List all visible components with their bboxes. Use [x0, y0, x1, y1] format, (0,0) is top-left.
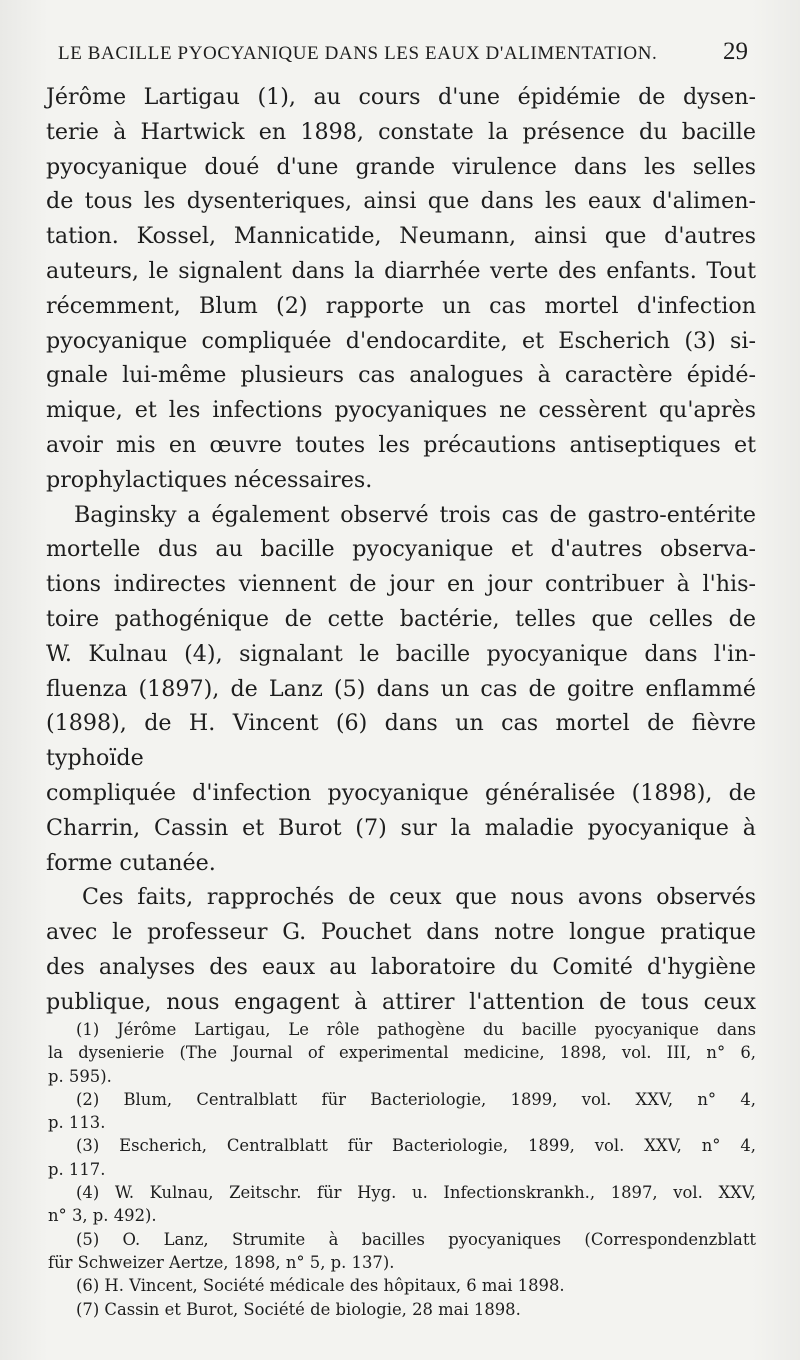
body-line: Ces faits, rapprochés de ceux que nous avons observés — [82, 884, 756, 911]
footnote-line: p. 595). — [48, 1066, 112, 1086]
body-line: publique, nous engagent à attirer l'attention de tous ceux — [46, 988, 756, 1015]
footnote-line: la dysenierie (The Journal of experimental medicine, 1898, vol. III, n° 6, — [48, 1043, 756, 1063]
body-line: Charrin, Cassin et Burot (7) sur la maladie pyocyanique à — [46, 814, 756, 841]
footnote-line: (4) W. Kulnau, Zeitschr. für Hyg. u. Infectionskrankh., 1897, vol. XXV, — [76, 1183, 756, 1203]
footnote-line: (7) Cassin et Burot, Société de biologie, 28 mai 1898. — [76, 1299, 521, 1319]
footnote-line: (5) O. Lanz, Strumite à bacilles pyocyaniques (Correspondenzblatt — [76, 1229, 756, 1249]
body-line: forme cutanée. — [46, 849, 216, 876]
body-text — [46, 80, 756, 1020]
body-line: tation. Kossel, Mannicatide, Neumann, ainsi que d'autres — [46, 223, 756, 250]
footnote-line: (1) Jérôme Lartigau, Le rôle pathogène du bacille pyocyanique dans — [76, 1020, 756, 1039]
body-line: Jérôme Lartigau (1), au cours d'une épidémie de dysen- — [46, 84, 756, 110]
body-line: auteurs, le signalent dans la diarrhée verte des enfants. Tout — [46, 257, 756, 284]
running-title: LE BACILLE PYOCYANIQUE DANS LES EAUX D'ALIMENTATION. — [58, 43, 658, 64]
page-number: 29 — [723, 38, 748, 65]
body-line: prophylactiques nécessaires. — [46, 466, 373, 493]
footnote-line: n° 3, p. 492). — [48, 1206, 157, 1226]
body-line: de tous les dysenteriques, ainsi que dans les eaux d'alimen- — [46, 188, 756, 215]
body-line: fluenza (1897), de Lanz (5) dans un cas de goitre enflammé — [46, 675, 756, 702]
body-line: compliquée d'infection pyocyanique généralisée (1898), de — [46, 779, 756, 806]
body-line: pyocyanique doué d'une grande virulence dans les selles — [46, 153, 756, 180]
body-line: gnale lui-même plusieurs cas analogues à caractère épidé- — [46, 362, 756, 389]
footnotes — [48, 1018, 756, 1321]
running-header — [58, 38, 748, 66]
body-line: toire pathogénique de cette bactérie, telles que celles de — [46, 605, 756, 632]
body-line: pyocyanique compliquée d'endocardite, et Escherich (3) si- — [46, 327, 756, 354]
footnote-line: (6) H. Vincent, Société médicale des hôpitaux, 6 mai 1898. — [76, 1276, 565, 1296]
footnote-line: p. 117. — [48, 1159, 106, 1179]
body-line: avoir mis en œuvre toutes les précautions antiseptiques et — [46, 431, 756, 458]
body-line: tions indirectes viennent de jour en jour contribuer à l'his- — [46, 571, 756, 598]
footnote-line: p. 113. — [48, 1113, 106, 1133]
body-line: des analyses des eaux au laboratoire du Comité d'hygiène — [46, 953, 756, 980]
body-line: avec le professeur G. Pouchet dans notre longue pratique — [46, 919, 756, 946]
footnote-line: für Schweizer Aertze, 1898, n° 5, p. 137). — [48, 1252, 395, 1272]
body-line: W. Kulnau (4), signalant le bacille pyocyanique dans l'in- — [46, 640, 756, 667]
body-line: Baginsky a également observé trois cas de gastro-entérite — [74, 501, 756, 528]
body-line: récemment, Blum (2) rapporte un cas mortel d'infection — [46, 292, 756, 319]
footnote-line: (2) Blum, Centralblatt für Bacteriologie, 1899, vol. XXV, n° 4, — [76, 1089, 756, 1109]
body-line: terie à Hartwick en 1898, constate la présence du bacille — [46, 118, 756, 145]
body-line: mortelle dus au bacille pyocyanique et d'autres observa- — [46, 536, 756, 563]
body-line: (1898), de H. Vincent (6) dans un cas mortel de fièvre typhoïde — [46, 710, 756, 772]
body-line: mique, et les infections pyocyaniques ne cessèrent qu'après — [46, 397, 756, 424]
footnote-line: (3) Escherich, Centralblatt für Bacteriologie, 1899, vol. XXV, n° 4, — [76, 1136, 756, 1156]
